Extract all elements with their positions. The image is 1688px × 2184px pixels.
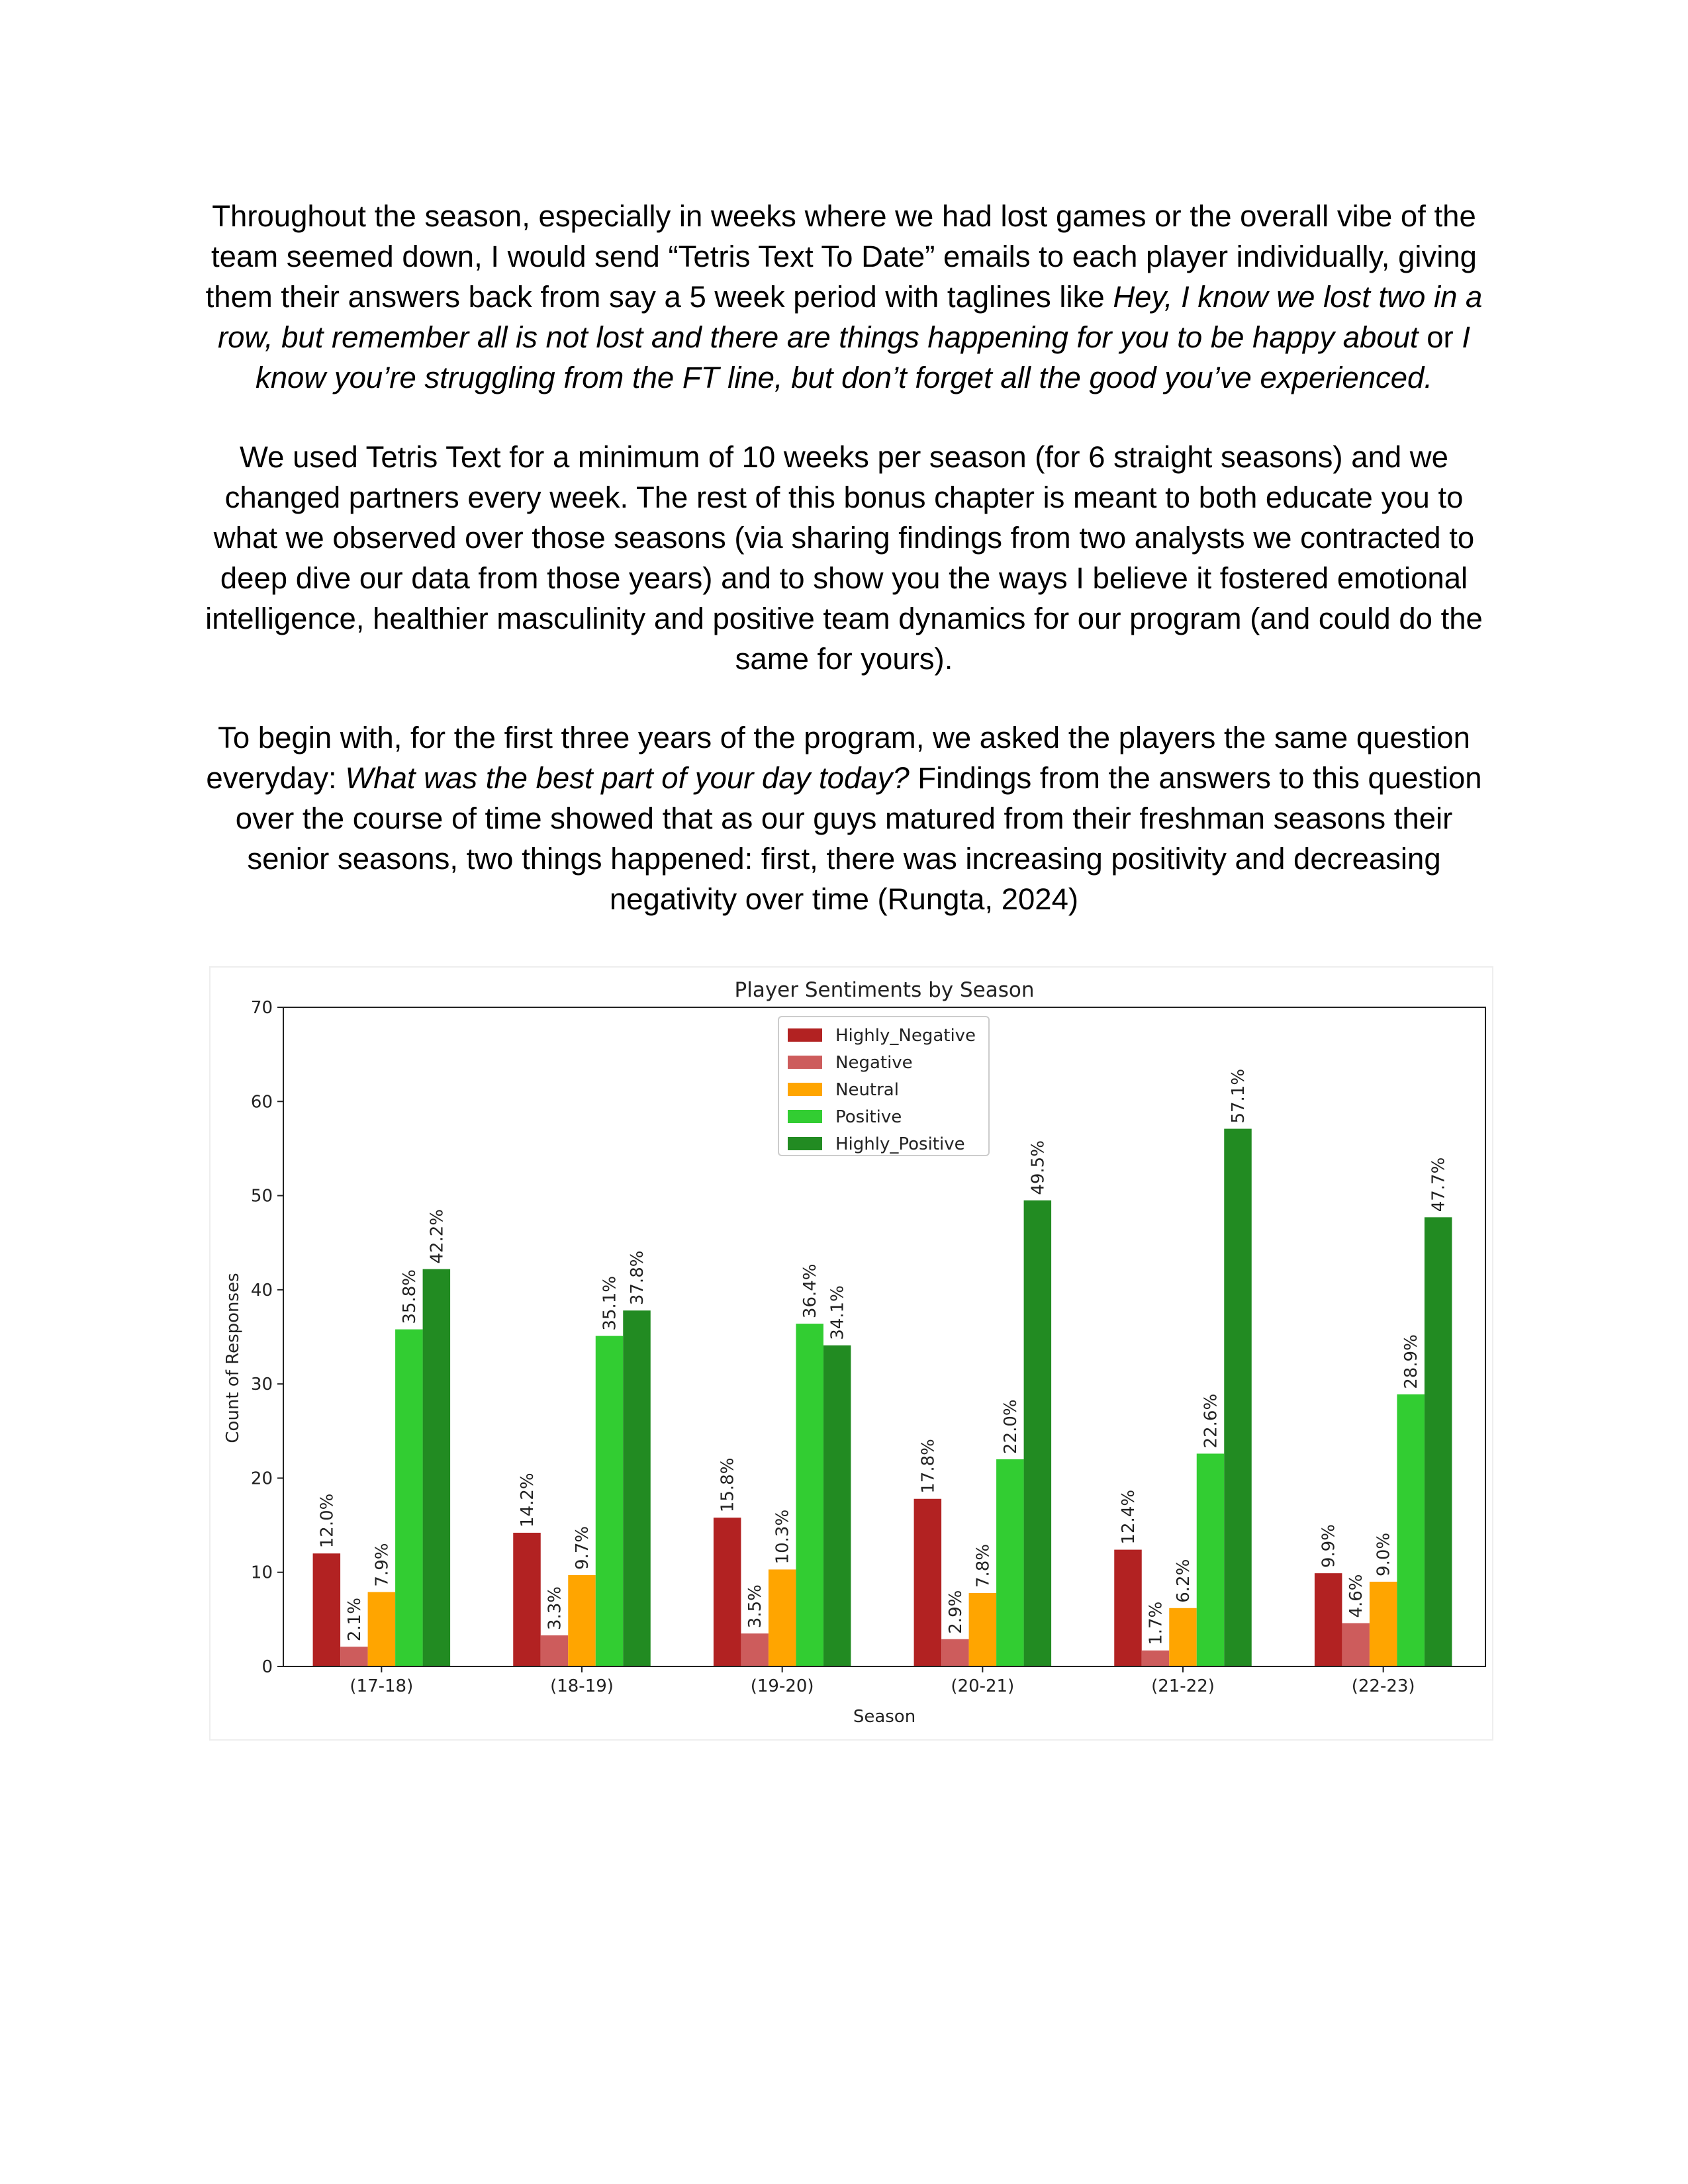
p3-question: What was the best part of your day today? <box>345 761 910 795</box>
bar-value-label: 6.2% <box>1174 1559 1194 1603</box>
bar-negative <box>1142 1651 1170 1666</box>
bar-highly-negative <box>714 1518 741 1666</box>
p1-quote-1: Hey, I know we lost two in a row, but remember all is not lost and there are things happening for you to be happy about <box>218 280 1483 354</box>
bar-highly-positive <box>823 1345 851 1666</box>
bar-value-label: 4.6% <box>1346 1574 1367 1618</box>
bar-positive <box>1397 1394 1425 1666</box>
y-tick-label: 40 <box>250 1280 273 1300</box>
x-tick-label: (19-20) <box>750 1676 814 1696</box>
bar-neutral <box>969 1593 997 1666</box>
legend-label: Positive <box>835 1107 902 1127</box>
paragraph-findings <box>192 717 1496 919</box>
bar-value-label: 47.7% <box>1429 1157 1449 1212</box>
x-tick-label: (18-19) <box>550 1676 614 1696</box>
legend-swatch <box>788 1083 822 1096</box>
bar-value-label: 36.4% <box>800 1263 821 1319</box>
bar-value-label: 9.7% <box>573 1525 592 1570</box>
bar-neutral <box>769 1569 796 1666</box>
bar-value-label: 3.5% <box>745 1584 766 1629</box>
paragraph-tetris-text-to-date <box>192 196 1496 398</box>
paragraph-weekly-usage: We used Tetris Text for a minimum of 10 weeks per season (for 6 straight seasons) and we changed partners every week. The rest of this bonus chapter is meant to both educate you to what we observed over those seasons (via sharing findings from two analysts we contracted to deep dive our data from those years) and to show you the ways I believe it fostered emotional intelligence, healthier masculinity and positive team dynamics for our program (and could do the same for yours). <box>205 440 1483 676</box>
legend-swatch <box>788 1137 822 1150</box>
bar-value-label: 49.5% <box>1028 1140 1049 1195</box>
bar-value-label: 35.1% <box>600 1275 620 1331</box>
bar-positive <box>1197 1453 1225 1666</box>
bar-highly-positive <box>1425 1217 1452 1666</box>
bar-value-label: 15.8% <box>718 1457 738 1513</box>
legend-label: Highly_Positive <box>835 1134 965 1154</box>
bar-value-label: 22.0% <box>1000 1399 1021 1454</box>
legend-label: Neutral <box>835 1080 899 1100</box>
legend-swatch <box>788 1110 822 1123</box>
p3-rest: Findings from the answers to this question over the course of time showed that as our guys matured from their freshman seasons their senior seasons, two things happened: first, there was increasing positivity and decreasing negativity over time (Rungta, 2024) <box>235 761 1482 916</box>
bar-negative <box>941 1639 969 1666</box>
y-tick-label: 10 <box>250 1563 273 1583</box>
bar-value-label: 34.1% <box>827 1285 848 1340</box>
bar-highly-positive <box>623 1310 651 1666</box>
bar-positive <box>596 1336 624 1666</box>
bar-highly-negative <box>1114 1550 1142 1666</box>
sentiment-bar-chart <box>211 968 1495 1742</box>
legend <box>778 1017 989 1156</box>
legend-swatch <box>788 1056 822 1069</box>
bar-value-label: 17.8% <box>918 1439 939 1494</box>
bar-highly-positive <box>1224 1129 1252 1666</box>
bar-value-label: 35.8% <box>399 1269 420 1324</box>
bar-highly-negative <box>1315 1573 1342 1666</box>
bar-value-label: 2.1% <box>344 1598 365 1642</box>
y-tick-label: 0 <box>261 1657 273 1677</box>
bar-value-label: 9.0% <box>1374 1532 1394 1576</box>
bar-value-label: 22.6% <box>1201 1393 1221 1449</box>
bar-positive <box>395 1330 423 1666</box>
bar-value-label: 12.0% <box>317 1493 338 1549</box>
bar-neutral <box>368 1592 396 1666</box>
p1-intro: Throughout the season, especially in weeks where we had lost games or the overall vibe of the team seemed down, I would send “Tetris Text To Date” emails to each player individually, giving them their answers back from say a 5 week period with taglines like <box>205 199 1477 314</box>
bars <box>313 1129 1452 1666</box>
sentiment-chart-figure <box>209 966 1493 1741</box>
bar-highly-negative <box>513 1533 541 1666</box>
bar-neutral <box>568 1575 596 1666</box>
bar-negative <box>340 1647 368 1666</box>
bar-value-label: 10.3% <box>773 1509 793 1565</box>
bar-highly-positive <box>1024 1201 1052 1666</box>
legend-label: Highly_Negative <box>835 1026 976 1046</box>
bar-value-label: 3.3% <box>545 1586 565 1631</box>
bar-highly-positive <box>423 1269 451 1666</box>
bar-negative <box>541 1635 569 1666</box>
chart-title: Player Sentiments by Season <box>734 978 1035 1002</box>
bar-value-label: 28.9% <box>1401 1334 1422 1389</box>
p1-quote-2: I know you’re struggling from the FT line, but don’t forget all the good you’ve experienced. <box>255 320 1470 394</box>
bar-neutral <box>1370 1582 1397 1666</box>
bar-value-label: 12.4% <box>1119 1489 1139 1545</box>
bar-highly-negative <box>914 1499 942 1666</box>
p1-or: or <box>1418 320 1462 354</box>
x-tick-label: (20-21) <box>951 1676 1015 1696</box>
bar-negative <box>741 1633 769 1666</box>
bar-highly-negative <box>313 1553 341 1666</box>
bar-value-label: 7.8% <box>973 1543 994 1588</box>
bar-value-label: 9.9% <box>1319 1524 1339 1569</box>
legend-swatch <box>788 1028 822 1042</box>
bar-value-label: 42.2% <box>427 1208 447 1264</box>
x-tick-label: (22-23) <box>1351 1676 1415 1696</box>
bar-neutral <box>1169 1608 1197 1666</box>
bar-negative <box>1342 1623 1369 1666</box>
x-tick-label: (17-18) <box>350 1676 414 1696</box>
legend-label: Negative <box>835 1053 913 1073</box>
bar-value-label: 2.9% <box>945 1590 966 1634</box>
p3-intro: To begin with, for the first three years of the program, we asked the players the same question everyday: <box>206 721 1470 795</box>
bar-positive <box>796 1324 823 1666</box>
bar-value-label: 7.9% <box>372 1543 393 1587</box>
bar-value-label: 57.1% <box>1229 1068 1248 1124</box>
y-tick-label: 20 <box>250 1469 273 1489</box>
bar-value-label: 1.7% <box>1146 1601 1166 1645</box>
bar-value-label: 14.2% <box>518 1473 538 1527</box>
bar-value-label: 37.8% <box>628 1250 647 1306</box>
y-tick-label: 60 <box>250 1092 273 1113</box>
y-tick-label: 70 <box>250 998 273 1018</box>
x-tick-label: (21-22) <box>1151 1676 1215 1696</box>
y-axis-label: Count of Responses <box>223 1273 243 1443</box>
bar-positive <box>996 1459 1024 1666</box>
y-tick-label: 50 <box>250 1186 273 1206</box>
y-tick-label: 30 <box>250 1375 273 1395</box>
x-axis-label: Season <box>853 1707 916 1727</box>
